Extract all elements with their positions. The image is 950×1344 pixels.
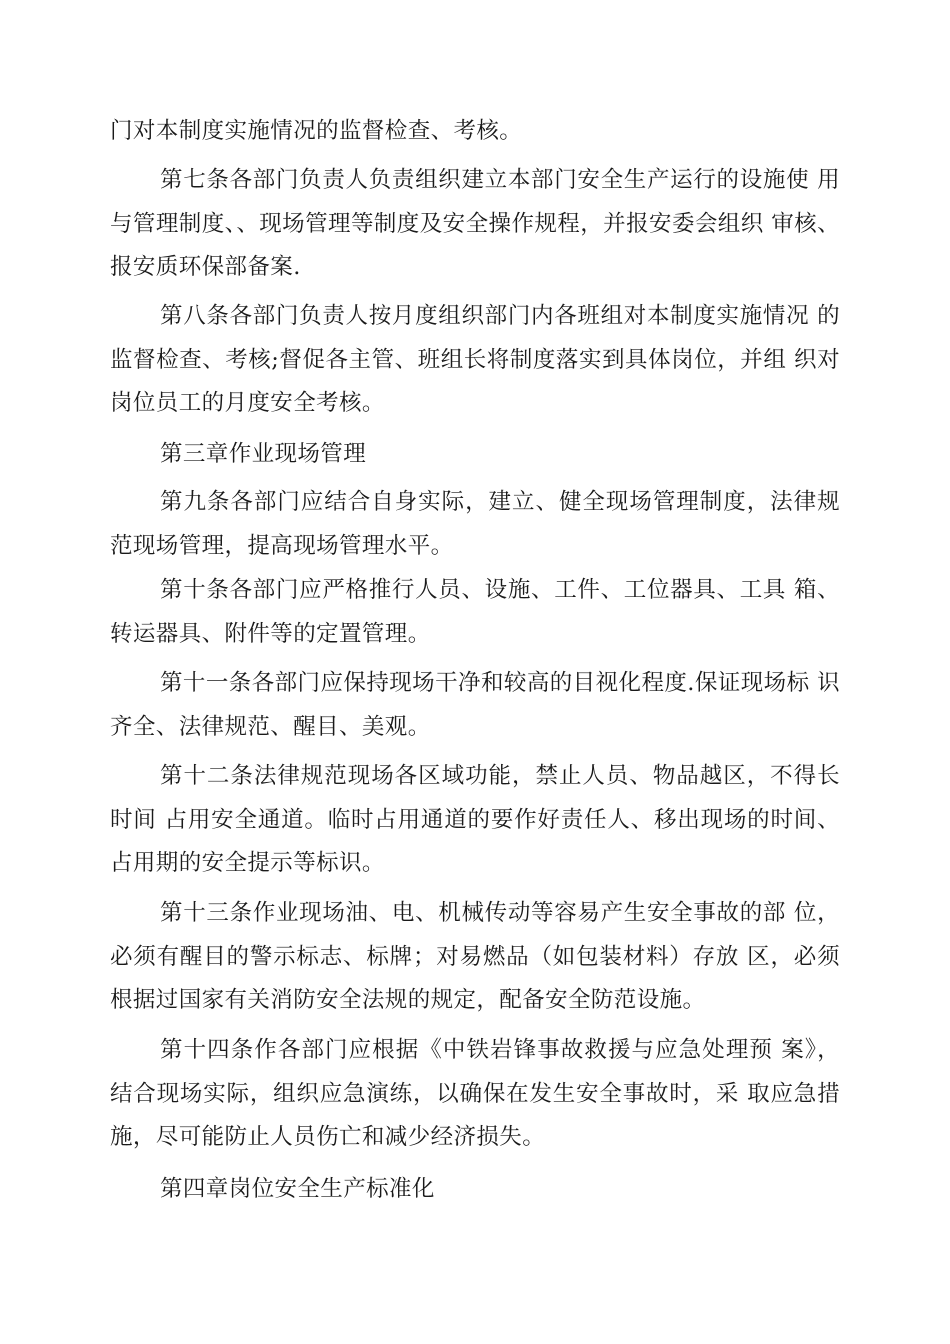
article-9: 第九条各部门应结合自身实际，建立、健全现场管理制度，法律规范现场管理，提高现场管理水平。 — [110, 489, 840, 559]
article-13: 第十三条作业现场油、电、机械传动等容易产生安全事故的部 位，必须有醒目的警示标志、标牌；对易燃品（如包装材料）存放 区，必须根据过国家有关消防安全法规的规定，配备安全防范设施。 — [110, 900, 840, 1013]
article-10: 第十条各部门应严格推行人员、设施、工件、工位器具、工具 箱、转运器具、附件等的定置管理。 — [110, 577, 840, 647]
article-12: 第十二条法律规范现场各区域功能，禁止人员、物品越区，不得长时间 占用安全通道。临时占用通道的要作好责任人、移出现场的时间、占用期的安全提示等标识。 — [110, 763, 840, 876]
article-7: 第七条各部门负责人负责组织建立本部门安全生产运行的设施使 用与管理制度、、现场管理等制度及安全操作规程，并报安委会组织 审核、报安质环保部备案. — [110, 167, 840, 280]
chapter-4-heading: 第四章岗位安全生产标准化 — [160, 1176, 435, 1202]
paragraph-continuation: 门对本制度实施情况的监督检查、考核。 — [110, 118, 523, 144]
article-11: 第十一条各部门应保持现场干净和较高的目视化程度.保证现场标 识齐全、法律规范、醒目、美观。 — [110, 670, 840, 740]
article-8: 第八条各部门负责人按月度组织部门内各班组对本制度实施情况 的监督检查、考核;督促各主管、班组长将制度落实到具体岗位，并组 织对岗位员工的月度安全考核。 — [110, 303, 840, 416]
article-14: 第十四条作各部门应根据《中铁岩锋事故救援与应急处理预 案》，结合现场实际，组织应急演练，以确保在发生安全事故时，采 取应急措施，尽可能防止人员伤亡和减少经济损失。 — [110, 1037, 840, 1150]
chapter-3-heading: 第三章作业现场管理 — [160, 441, 367, 467]
